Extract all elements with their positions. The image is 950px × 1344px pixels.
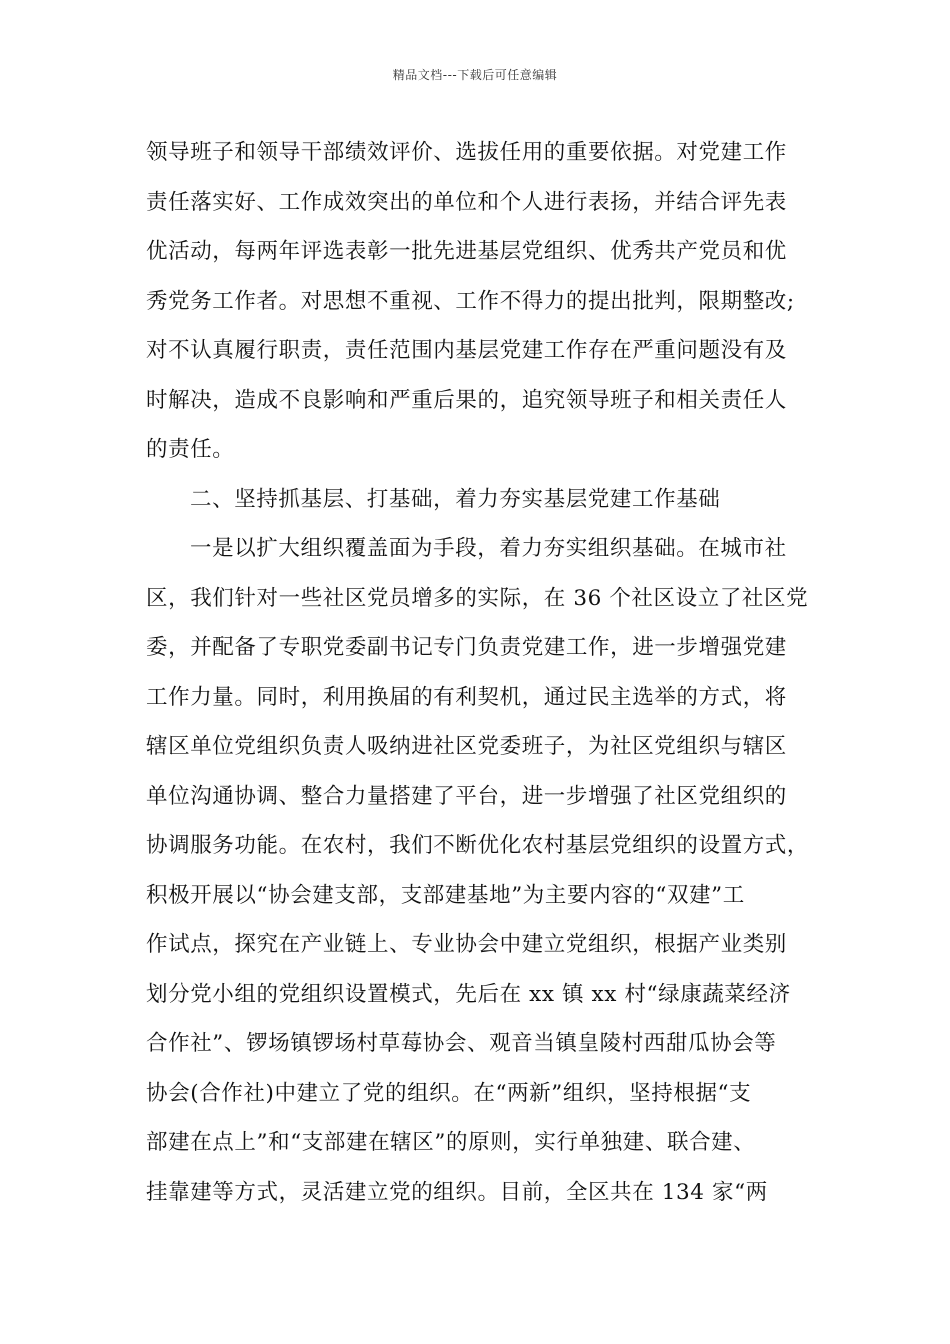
text-line: 的责任。: [146, 437, 235, 462]
text-line: 辖区单位党组织负责人吸纳进社区党委班子，为社区党组织与辖区: [146, 734, 787, 759]
text-line: 优活动，每两年评选表彰一批先进基层党组织、优秀共产党员和优: [146, 239, 787, 264]
text-line: 对不认真履行职责，责任范围内基层党建工作存在严重问题没有及: [146, 338, 787, 363]
text-line: 划分党小组的党组织设置模式，先后在 xx 镇 xx 村“绿康蔬菜经济: [146, 981, 791, 1007]
page-header: 精品文档---下载后可任意编辑: [392, 68, 558, 82]
text-line: 领导班子和领导干部绩效评价、选拔任用的重要依据。对党建工作: [146, 140, 787, 165]
text-line: 责任落实好、工作成效突出的单位和个人进行表扬，并结合评先表: [146, 189, 787, 215]
text-line: 时解决，造成不良影响和严重后果的，追究领导班子和相关责任人: [146, 387, 787, 413]
text-line: 挂靠建等方式，灵活建立党的组织。目前，全区共在 134 家“两: [146, 1179, 768, 1205]
paragraph-first-line: 一是以扩大组织覆盖面为手段，着力夯实组织基础。在城市社: [190, 536, 787, 561]
text-line: 合作社”、锣场镇锣场村草莓协会、观音当镇皇陵村西甜瓜协会等: [146, 1031, 777, 1056]
text-line: 单位沟通协调、整合力量搭建了平台，进一步增强了社区党组织的: [146, 783, 787, 809]
section-heading: 二、坚持抓基层、打基础，着力夯实基层党建工作基础: [190, 486, 721, 512]
text-line: 部建在点上”和“支部建在辖区”的原则，实行单独建、联合建、: [146, 1130, 756, 1155]
text-line: 协调服务功能。在农村，我们不断优化农村基层党组织的设置方式，: [146, 833, 810, 858]
text-line: 委，并配备了专职党委副书记专门负责党建工作，进一步增强党建: [146, 635, 787, 660]
text-line: 区，我们针对一些社区党员增多的实际，在 36 个社区设立了社区党: [146, 585, 809, 611]
body-text: [146, 128, 818, 1217]
text-line: 作试点，探究在产业链上、专业协会中建立党组织，根据产业类别: [146, 932, 787, 957]
text-line: 协会(合作社)中建立了党的组织。在“两新”组织，坚持根据“支: [146, 1080, 752, 1106]
text-line: 积极开展以“协会建支部，支部建基地”为主要内容的“双建”工: [146, 882, 745, 908]
text-line: 秀党务工作者。对思想不重视、工作不得力的提出批判，限期整改;: [146, 288, 795, 314]
text-line: 工作力量。同时，利用换届的有利契机，通过民主选举的方式，将: [146, 684, 787, 710]
